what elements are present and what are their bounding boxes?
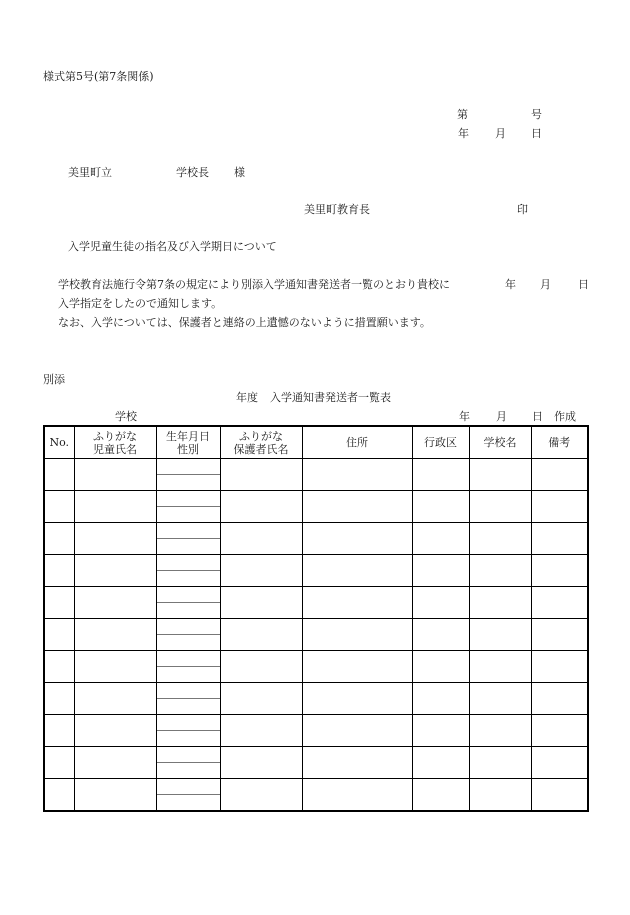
cell-guardian [220,619,302,651]
header-child-furigana: ふりがな [93,429,137,443]
body-line-2: 入学指定をしたので通知します。 [58,297,223,310]
cell-birth [156,587,220,619]
cell-child [74,779,156,812]
cell-guardian [220,459,302,491]
cell-guardian [220,747,302,779]
addressee-honorific: 様 [234,166,245,179]
created-day: 日 [532,410,543,423]
cell-no [44,779,74,812]
table-row [44,459,588,491]
table-row [44,683,588,715]
cell-child [74,459,156,491]
cell-guardian [220,651,302,683]
cell-remarks [531,555,588,587]
date-month: 月 [495,127,506,140]
cell-guardian [220,779,302,812]
addressee-principal: 学校長 [176,166,209,179]
cell-remarks [531,491,588,523]
cell-child [74,555,156,587]
table-row [44,491,588,523]
cell-birth [156,683,220,715]
header-address: 住所 [302,426,412,459]
header-no: No. [44,426,74,459]
cell-district [412,683,469,715]
cell-no [44,491,74,523]
cell-no [44,619,74,651]
body-line-1: 学校教育法施行令第7条の規定により別添入学通知書発送者一覧のとおり貴校に [58,278,450,291]
cell-district [412,651,469,683]
cell-no [44,523,74,555]
table-row [44,587,588,619]
body-line-3: なお、入学については、保護者と連絡の上遺憾のないように措置願います。 [58,316,431,329]
cell-sex [157,731,220,746]
cell-address [302,651,412,683]
table-row [44,555,588,587]
school-label: 学校 [115,410,137,423]
cell-birth-date [157,459,220,475]
cell-child [74,651,156,683]
cell-district [412,523,469,555]
cell-sex [157,571,220,586]
cell-child [74,587,156,619]
cell-no [44,747,74,779]
roster-table [43,425,589,812]
table-row [44,747,588,779]
attachment-label: 別添 [43,373,65,386]
cell-address [302,587,412,619]
created-month: 月 [496,410,507,423]
cell-guardian [220,555,302,587]
cell-birth-date [157,491,220,507]
subject: 入学児童生徒の指名及び入学期日について [68,240,277,253]
cell-birth [156,523,220,555]
header-birth-sex [156,426,220,459]
cell-sex [157,699,220,714]
header-district: 行政区 [412,426,469,459]
cell-school [469,555,531,587]
cell-guardian [220,491,302,523]
cell-birth [156,619,220,651]
cell-no [44,651,74,683]
cell-guardian [220,715,302,747]
cell-school [469,619,531,651]
cell-birth-date [157,683,220,699]
cell-birth-date [157,651,220,667]
cell-remarks [531,747,588,779]
date-year: 年 [458,127,469,140]
header-school: 学校名 [469,426,531,459]
cell-sex [157,635,220,650]
cell-district [412,587,469,619]
addressee-town: 美里町立 [68,166,112,179]
cell-remarks [531,683,588,715]
cell-sex [157,763,220,778]
cell-birth [156,715,220,747]
cell-remarks [531,459,588,491]
cell-sex [157,475,220,490]
cell-address [302,491,412,523]
cell-child [74,715,156,747]
cell-child [74,523,156,555]
cell-district [412,459,469,491]
ref-number-prefix: 第 [457,108,468,121]
table-row [44,779,588,812]
created-year: 年 [459,410,470,423]
table-row [44,619,588,651]
cell-district [412,715,469,747]
cell-birth-date [157,587,220,603]
cell-no [44,715,74,747]
cell-district [412,619,469,651]
cell-school [469,683,531,715]
cell-sex [157,539,220,554]
date-day: 日 [531,127,542,140]
cell-district [412,747,469,779]
sender-name: 美里町教育長 [304,203,370,216]
cell-address [302,555,412,587]
cell-school [469,715,531,747]
cell-guardian [220,587,302,619]
header-remarks: 備考 [531,426,588,459]
cell-child [74,747,156,779]
cell-sex [157,603,220,618]
cell-school [469,459,531,491]
cell-birth-date [157,715,220,731]
cell-address [302,715,412,747]
cell-school [469,747,531,779]
cell-address [302,683,412,715]
cell-school [469,491,531,523]
cell-district [412,491,469,523]
table-row [44,523,588,555]
table-header-row [44,426,588,459]
body-line-1-day: 日 [578,278,589,291]
header-child-name: 児童氏名 [93,442,137,456]
cell-address [302,459,412,491]
cell-district [412,555,469,587]
cell-school [469,651,531,683]
header-child [74,426,156,459]
cell-remarks [531,523,588,555]
cell-birth [156,651,220,683]
cell-address [302,747,412,779]
header-guardian [220,426,302,459]
cell-sex [157,507,220,522]
cell-no [44,683,74,715]
cell-address [302,523,412,555]
cell-remarks [531,651,588,683]
cell-guardian [220,523,302,555]
cell-birth-date [157,555,220,571]
cell-sex [157,667,220,682]
form-number: 様式第5号(第7条関係) [43,70,154,83]
list-title: 入学通知書発送者一覧表 [270,391,391,404]
cell-no [44,555,74,587]
sender-seal: 印 [517,203,528,216]
ref-number-suffix: 号 [531,108,542,121]
cell-address [302,779,412,812]
cell-no [44,459,74,491]
list-title-year: 年度 [236,391,258,404]
header-sex: 性別 [177,442,199,456]
cell-guardian [220,683,302,715]
body-line-1-year: 年 [505,278,516,291]
cell-remarks [531,779,588,812]
cell-sex [157,795,220,810]
cell-birth [156,779,220,812]
cell-birth-date [157,523,220,539]
cell-school [469,587,531,619]
cell-no [44,587,74,619]
cell-birth [156,555,220,587]
header-guardian-name: 保護者氏名 [233,442,289,456]
cell-birth-date [157,619,220,635]
cell-child [74,683,156,715]
cell-address [302,619,412,651]
cell-child [74,491,156,523]
cell-remarks [531,715,588,747]
created-label: 作成 [554,410,576,423]
body-line-1-month: 月 [540,278,551,291]
cell-birth [156,491,220,523]
cell-birth [156,459,220,491]
cell-birth-date [157,779,220,795]
cell-birth-date [157,747,220,763]
cell-child [74,619,156,651]
cell-school [469,523,531,555]
header-guardian-furigana: ふりがな [239,429,283,443]
cell-remarks [531,619,588,651]
cell-school [469,779,531,812]
table-row [44,715,588,747]
cell-birth [156,747,220,779]
cell-remarks [531,587,588,619]
table-row [44,651,588,683]
header-birth: 生年月日 [166,429,210,443]
cell-district [412,779,469,812]
